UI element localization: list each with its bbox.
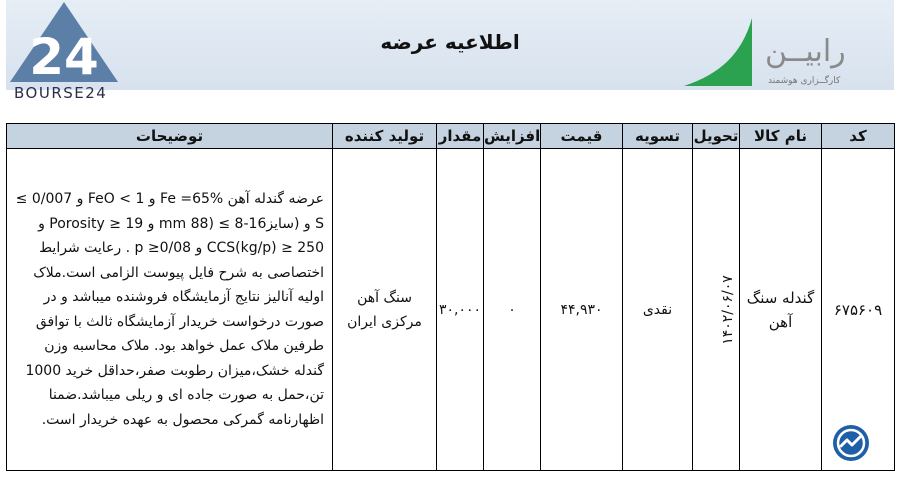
rabin-logo: [680, 14, 895, 88]
col-code: کد: [822, 124, 895, 149]
bourse24-mark-icon: [8, 0, 120, 84]
rabin-tagline: کارگــزاری هوشمند: [768, 76, 841, 86]
exchange-badge-icon: [832, 424, 870, 462]
table-row: [7, 149, 895, 471]
col-quantity: مقدار: [437, 124, 484, 149]
col-producer: تولید کننده: [333, 124, 437, 149]
col-description: توضیحات: [7, 124, 333, 149]
col-product: نام کالا: [740, 124, 822, 149]
cell-producer: سنگ آهن مرکزی ایران: [333, 149, 437, 471]
cell-code: [822, 149, 895, 471]
bourse24-numeral: 24: [29, 28, 99, 84]
cell-settlement: نقدی: [623, 149, 693, 471]
col-delivery: تحویل: [693, 124, 740, 149]
rabin-triangle-icon: [680, 14, 760, 88]
col-increase: افزایش: [484, 124, 541, 149]
rabin-brand-text: رابیــن: [765, 34, 846, 69]
delivery-date: ۱۴۰۲/۰۶/۰۷: [719, 274, 736, 345]
cell-price: ۴۴,۹۳۰: [541, 149, 623, 471]
bourse24-logo: [8, 0, 120, 102]
page-title: اطلاعیه عرضه: [380, 30, 520, 54]
cell-description: عرضه گندله آهن Fe =65% و FeO < 1 و 0/007 ≥ S و (سایز16-8 ≥ (88 mm و Porosity ≥ 19 و CCS(kg/p) ≥ 250 و p ≥0/08 . رعایت شرایط اختصاصی به شرح فایل پیوست الزامی است.ملاک اولیه آنالیز نتایج آزمایشگاه فروشنده میباشد و در صورت درخواست خریدار آزمایشگاه ثالث با توافق طرفین ملاک عمل خواهد بود. ملاک محاسبه وزن گندله خشک،میزان رطوبت صفر،حداقل خرید 1000 تن،حمل به صورت جاده ای و ریلی میباشد.ضمنا اظهارنامه گمرکی محصول به عهده خریدار است.: [7, 149, 333, 471]
offer-table: [6, 123, 895, 471]
cell-product: گندله سنگ آهن: [740, 149, 822, 471]
code-value: ۶۷۵۶۰۹: [833, 300, 883, 319]
table-header-row: [7, 124, 895, 149]
cell-delivery: [693, 149, 740, 471]
cell-quantity: ۳۰,۰۰۰: [437, 149, 484, 471]
col-settlement: تسویه: [623, 124, 693, 149]
col-price: قیمت: [541, 124, 623, 149]
bourse24-caption: BOURSE24: [14, 84, 108, 102]
cell-increase: ۰: [484, 149, 541, 471]
